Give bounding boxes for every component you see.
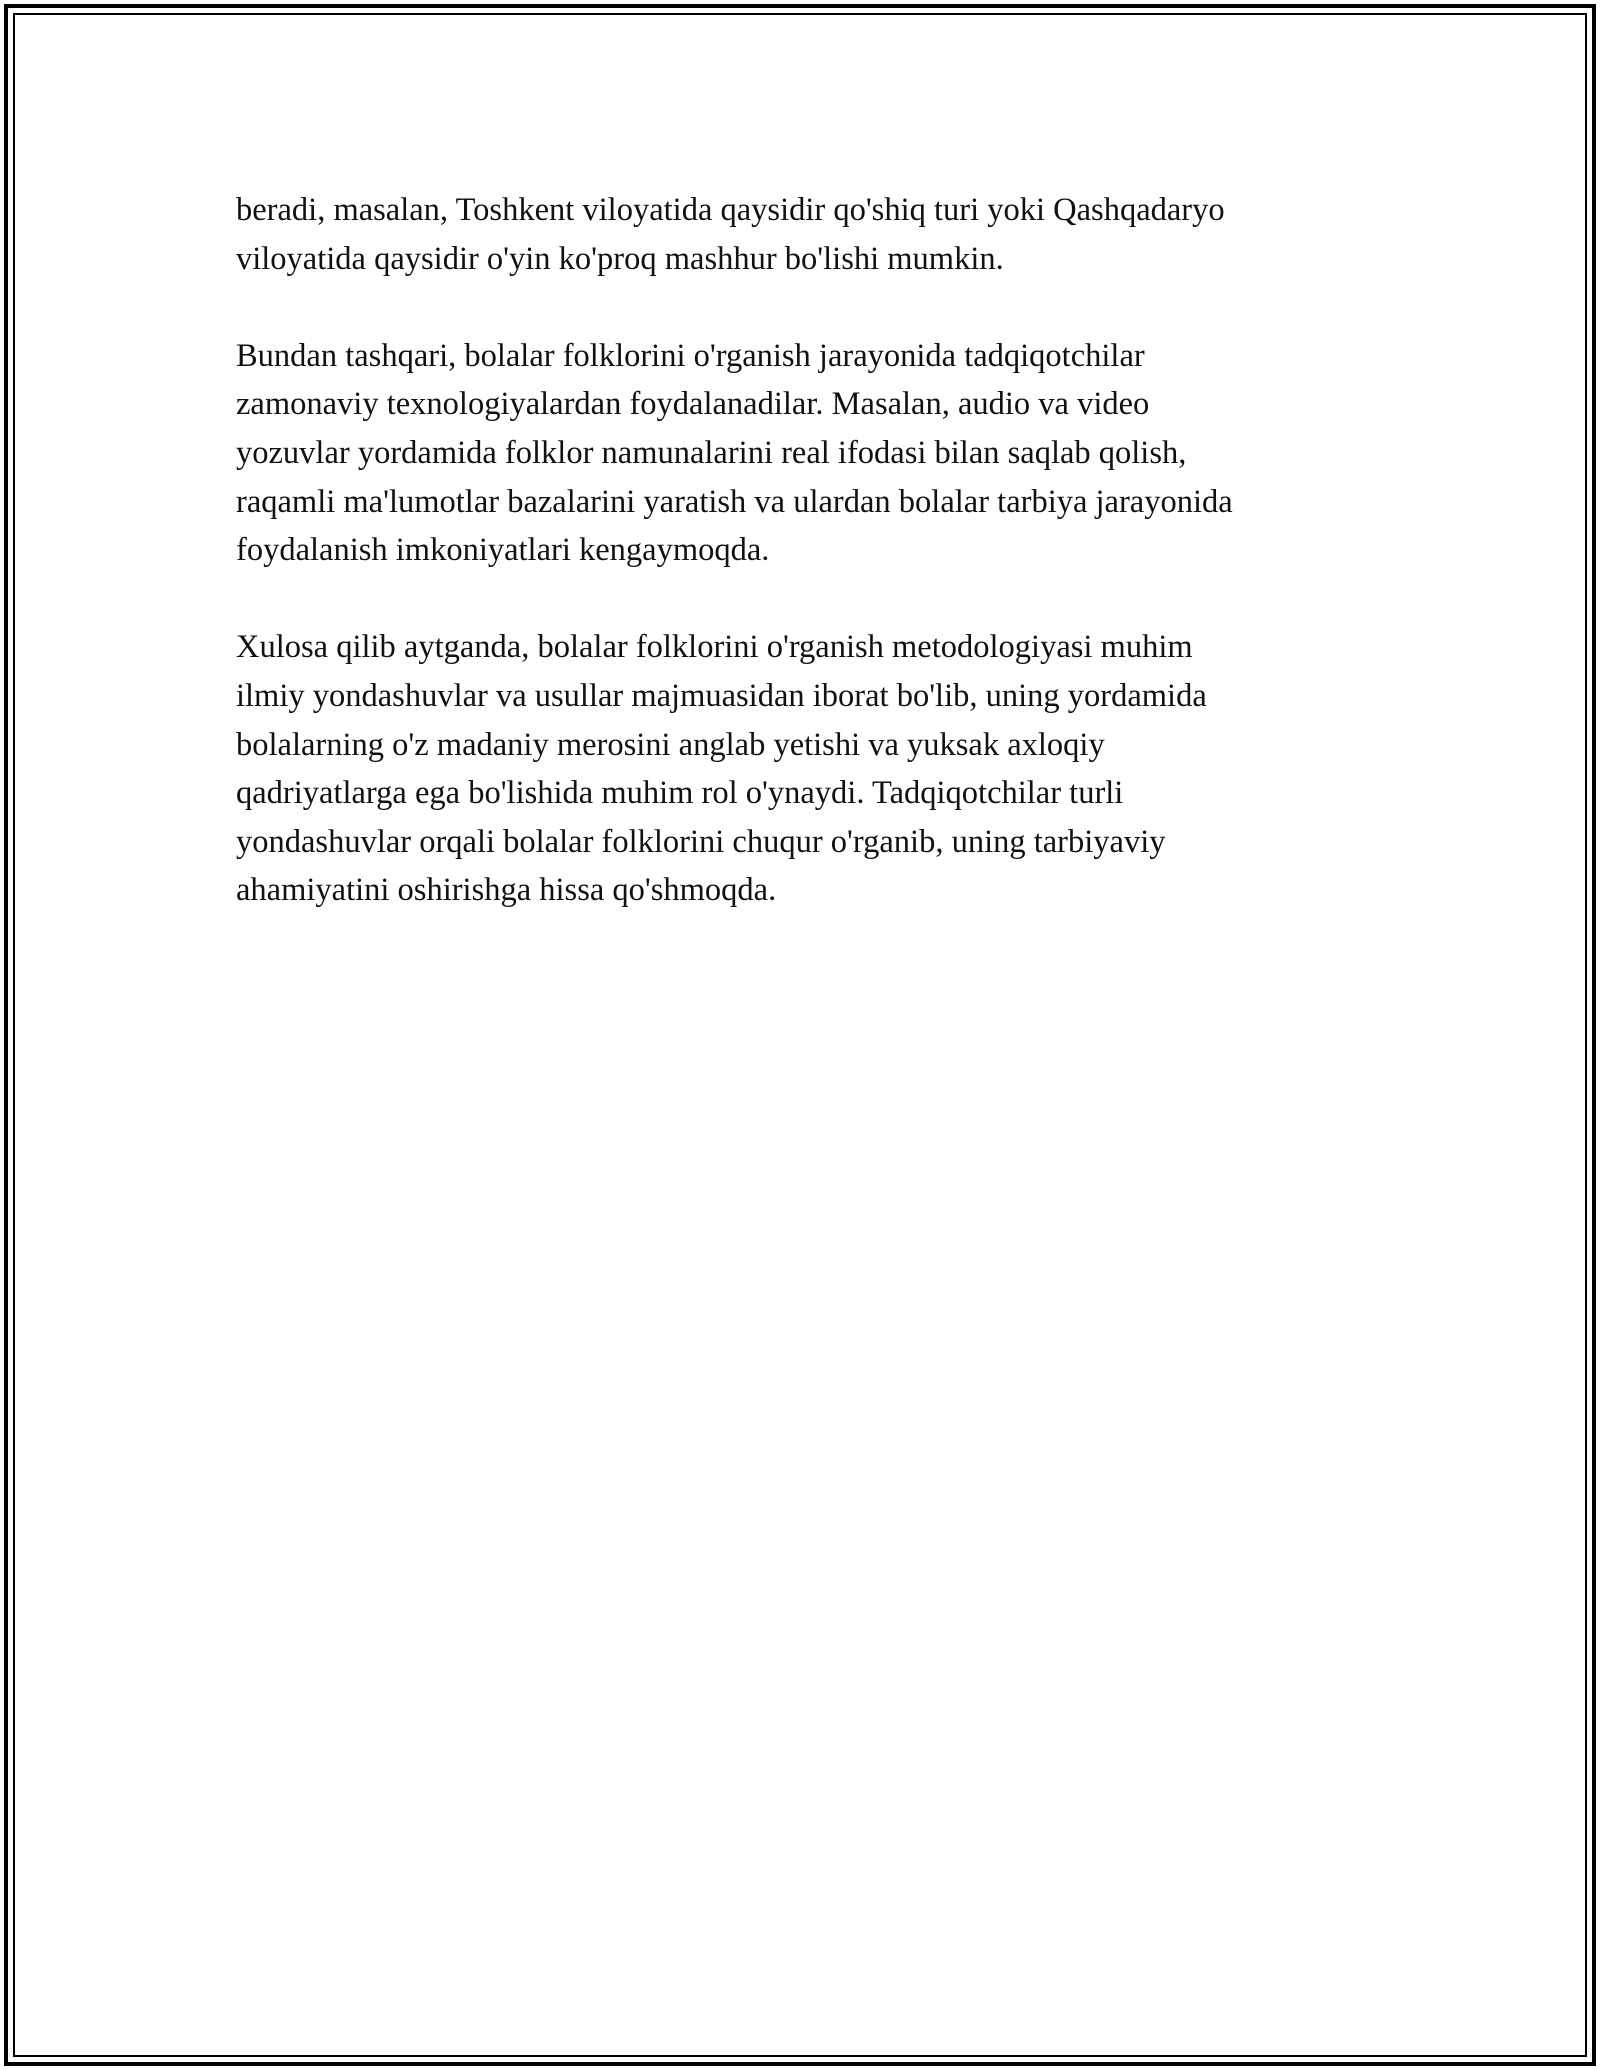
text-line: Bundan tashqari, bolalar folklorini o'rganish jarayonida tadqiqotchilar	[236, 337, 1145, 374]
text-line: beradi, masalan, Toshkent viloyatida qaysidir qo'shiq turi yoki Qashqadaryo	[236, 192, 1225, 228]
paragraph-regional-variation	[236, 186, 1366, 283]
text-line: ilmiy yondashuvlar va usullar majmuasidan iborat bo'lib, uning yordamida	[236, 677, 1207, 714]
text-line: zamonaviy texnologiyalardan foydalanadilar. Masalan, audio va video	[236, 386, 1150, 423]
text-line: ahamiyatini oshirishga hissa qo'shmoqda.	[236, 872, 777, 909]
paragraph-technologies	[236, 332, 1366, 575]
document-body	[236, 186, 1366, 964]
text-line: qadriyatlarga ega bo'lishida muhim rol o'ynaydi. Tadqiqotchilar turli	[236, 775, 1124, 812]
text-line: yozuvlar yordamida folklor namunalarini real ifodasi bilan saqlab qolish,	[236, 434, 1187, 471]
text-line: bolalarning o'z madaniy merosini anglab yetishi va yuksak axloqiy	[236, 726, 1105, 763]
text-line: Xulosa qilib aytganda, bolalar folklorini o'rganish metodologiyasi muhim	[236, 629, 1193, 666]
text-line: viloyatida qaysidir o'yin ko'proq mashhur bo'lishi mumkin.	[236, 240, 1004, 277]
text-line: yondashuvlar orqali bolalar folklorini chuqur o'rganib, uning tarbiyaviy	[236, 823, 1166, 860]
text-line: raqamli ma'lumotlar bazalarini yaratish va ulardan bolalar tarbiya jarayonida	[236, 483, 1233, 520]
paragraph-conclusion	[236, 623, 1366, 915]
text-line: foydalanish imkoniyatlari kengaymoqda.	[236, 532, 770, 569]
